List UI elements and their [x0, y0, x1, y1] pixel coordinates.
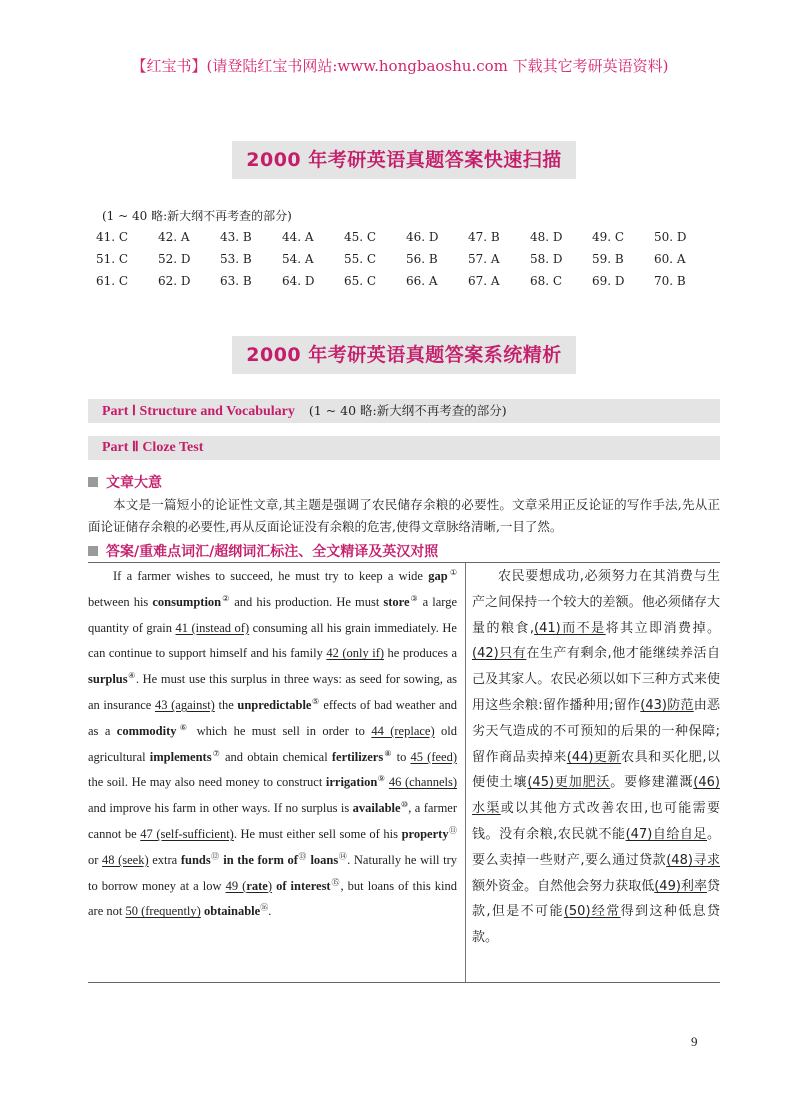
zh-blank-49: (49)利率	[654, 878, 707, 894]
answer-item: 61. C	[96, 274, 129, 288]
skip-note: (1 ~ 40 略:新大纲不再考查的部分)	[102, 209, 292, 223]
footnote-marker: ⑬	[297, 851, 307, 861]
key-word: store	[383, 594, 410, 609]
answer-item: 50. D	[654, 230, 687, 244]
text-run: , but loans of this kind are not	[88, 878, 458, 919]
footnote-marker: ①	[447, 567, 457, 577]
text-run: he produces a	[384, 646, 457, 661]
key-word: implements	[149, 749, 212, 764]
footnote-marker: ⑭	[338, 851, 348, 861]
answer-item: 65. C	[344, 274, 377, 288]
zh-blank-45: (45)更加肥沃	[527, 775, 611, 791]
answer-item: 43. B	[220, 230, 252, 244]
zh-blank-48: (48)寻求	[666, 852, 720, 868]
footnote-marker: ⑤	[311, 696, 320, 706]
text-run: and obtain chemical	[220, 749, 332, 764]
blank-41: 41 (instead of)	[175, 620, 250, 635]
key-word: gap	[428, 569, 448, 583]
text-run: and improve his farm in other ways. If no surplus is	[88, 801, 353, 816]
section-summary-label: 文章大意	[106, 475, 162, 491]
text-run: 在生产有剩余,他才能继续养活自己及其家人。农民必须以如下三种方式来使用这些余粮:留作播种用;留作	[472, 646, 720, 713]
text-run: effects of bad weather and as a	[88, 697, 458, 738]
blank-45: 45 (feed)	[410, 749, 457, 764]
text-run: 。要么卖掉一些财产,要么通过贷款	[472, 826, 721, 868]
footnote-marker: ⑥	[176, 722, 191, 732]
answer-item: 53. B	[220, 252, 252, 266]
footnote-marker: ②	[221, 593, 231, 603]
key-word: obtainable	[203, 904, 261, 919]
key-word: loans	[310, 852, 339, 867]
key-word: fertilizers	[331, 749, 384, 764]
footnote-marker: ⑦	[211, 748, 221, 758]
part1-note: (1 ~ 40 略:新大纲不再考查的部分)	[308, 403, 507, 418]
table-bottom-rule	[88, 982, 720, 983]
key-word: rate	[246, 878, 268, 893]
footnote-marker: ⑧	[383, 748, 393, 758]
key-word: unpredictable	[237, 697, 312, 712]
text-run: . He must use this surplus in three ways: as seed for sowing, as an insurance	[88, 672, 457, 712]
text-run: 额外资金。自然他会努力获取低	[472, 878, 655, 894]
answer-item: 66. A	[406, 274, 438, 288]
answer-item: 70. B	[654, 274, 686, 288]
part2-bar	[88, 436, 720, 460]
text-run: 。要修建灌溉	[610, 775, 694, 791]
text-run: 农民要想成功,必须努力在其消费与生产之间保持一个较大的差额。他必须储存大量的粮食,	[472, 569, 720, 636]
text-run: 农具和买化肥,以便使土壤	[472, 749, 720, 791]
key-word: surplus	[88, 672, 128, 687]
text-run: or	[88, 852, 103, 867]
text-run: If a farmer wishes to succeed, he must try to keep a wide	[113, 569, 429, 583]
answer-item: 42. A	[158, 230, 190, 244]
answer-item: 47. B	[468, 230, 500, 244]
chinese-translation	[472, 564, 720, 951]
answer-item: 44. A	[282, 230, 314, 244]
text-run: old agricultural	[88, 723, 458, 764]
answer-item: 45. C	[344, 230, 377, 244]
zh-blank-43: (43)防范	[640, 697, 694, 713]
blank-50: 50 (frequently)	[125, 904, 201, 919]
answer-item: 63. B	[220, 274, 252, 288]
page-header: 【红宝书】(请登陆红宝书网站:www.hongbaoshu.com 下载其它考研英语资料)	[131, 57, 669, 75]
column-divider	[465, 563, 466, 982]
section-answers-label: 答案/重难点词汇/超纲词汇标注、全文精译及英汉对照	[106, 544, 439, 560]
text-run: . Naturally he will try to borrow money at a low	[88, 852, 458, 893]
footnote-marker: ⑮	[330, 877, 341, 887]
text-run: the soil. He may also need money to construct	[88, 775, 326, 790]
answer-item: 59. B	[592, 252, 624, 266]
answer-item: 49. C	[592, 230, 625, 244]
answer-grid	[96, 226, 716, 292]
blank-49	[226, 879, 272, 893]
answer-item: 54. A	[282, 252, 314, 266]
zh-blank-44: (44)更新	[566, 749, 622, 765]
blank-44: 44 (replace)	[371, 723, 435, 738]
text-run: 或以其他方式改善农田,也可能需要钱。没有余粮,农民就不能	[472, 801, 720, 842]
text-run: a large quantity of grain	[88, 594, 457, 635]
text-run: the	[214, 697, 238, 712]
answer-item: 64. D	[282, 274, 315, 288]
text-run: and his production. He must	[230, 594, 384, 609]
answer-item: 48. D	[530, 230, 563, 244]
blank-48: 48 (seek)	[102, 852, 149, 867]
text-run: 将其立即消费掉。	[605, 620, 720, 636]
text-run: to	[392, 749, 411, 764]
blank-42: 42 (only if)	[326, 646, 385, 661]
answer-item: 52. D	[158, 252, 191, 266]
blank-46: 46 (channels)	[388, 775, 458, 790]
text-run: extra	[148, 852, 181, 867]
part2-label: Part Ⅱ Cloze Test	[102, 440, 204, 455]
square-bullet-icon	[88, 546, 98, 556]
key-word: funds	[180, 852, 211, 867]
section-summary-heading	[88, 472, 162, 492]
footnote-marker: ⑨	[377, 774, 386, 784]
answer-item: 67. A	[468, 274, 500, 288]
answer-item: 62. D	[158, 274, 191, 288]
answer-item: 56. B	[406, 252, 438, 266]
key-word: available	[352, 801, 401, 816]
summary-paragraph: 本文是一篇短小的论证性文章,其主题是强调了农民储存余粮的必要性。文章采用正反论证的写作手法,先从正面论证储存余粮的必要性,再从反面论证没有余粮的危害,使得文章脉络清晰,一目了然。	[88, 497, 720, 534]
zh-blank-47: (47)自给自足	[625, 826, 707, 842]
key-word: of interest	[276, 878, 331, 893]
key-word: commodity	[116, 723, 177, 738]
key-word: property	[401, 826, 449, 841]
answer-item: 46. D	[406, 230, 439, 244]
blank-47: 47 (self-sufficient)	[140, 826, 234, 841]
analysis-title: 2000 年考研英语真题答案系统精析	[232, 336, 576, 374]
answer-item: 55. C	[344, 252, 377, 266]
zh-blank-42: (42)只有	[472, 646, 527, 662]
part1-bar	[88, 399, 720, 423]
key-word: in the form of	[219, 852, 298, 867]
quick-scan-title: 2000 年考研英语真题答案快速扫描	[232, 141, 576, 179]
part1-label: Part Ⅰ Structure and Vocabulary	[102, 404, 295, 419]
page-number: 9	[691, 1034, 698, 1049]
text-run: consuming all his grain immediately. He can continue to support himself and his family	[88, 620, 457, 661]
text-run: which he must sell in order to	[190, 723, 372, 738]
english-passage	[88, 564, 457, 925]
text-run: 由恶劣天气造成的不可预知的后果的一种保障;留作商品卖掉来	[472, 697, 721, 765]
text-run: 贷款,但是不可能	[472, 878, 720, 920]
text-run: . He must either sell some of his	[233, 826, 402, 841]
footnote-marker: ⑪	[448, 825, 458, 835]
key-word: irrigation	[325, 775, 378, 790]
footnote-marker: ⑩	[400, 800, 409, 810]
footnote-marker: ③	[409, 593, 419, 603]
answer-item: 51. C	[96, 252, 129, 266]
zh-blank-46: (46)水渠	[472, 775, 720, 817]
answer-item: 58. D	[530, 252, 563, 266]
square-bullet-icon	[88, 477, 98, 487]
section-answers-heading	[88, 541, 438, 561]
answer-item: 60. A	[654, 252, 686, 266]
zh-blank-41: (41)而不是	[534, 620, 606, 636]
text-run: between his	[88, 594, 153, 609]
footnote-marker: ⑫	[210, 851, 220, 861]
answer-item: 41. C	[96, 230, 129, 244]
text-run: )	[267, 878, 272, 893]
key-word: consumption	[152, 594, 222, 609]
text-run: 得到这种低息贷款。	[472, 904, 720, 946]
answer-item: 68. C	[530, 274, 563, 288]
answer-item: 57. A	[468, 252, 500, 266]
table-top-rule	[88, 562, 720, 563]
answer-item: 69. D	[592, 274, 625, 288]
text-run: 49 (	[225, 878, 247, 893]
text-run: , a farmer cannot be	[88, 801, 458, 841]
text-run: .	[268, 904, 272, 919]
zh-blank-50: (50)经常	[563, 904, 621, 920]
footnote-marker: ⑯	[260, 903, 269, 913]
blank-43: 43 (against)	[154, 697, 215, 712]
footnote-marker: ④	[127, 671, 136, 681]
